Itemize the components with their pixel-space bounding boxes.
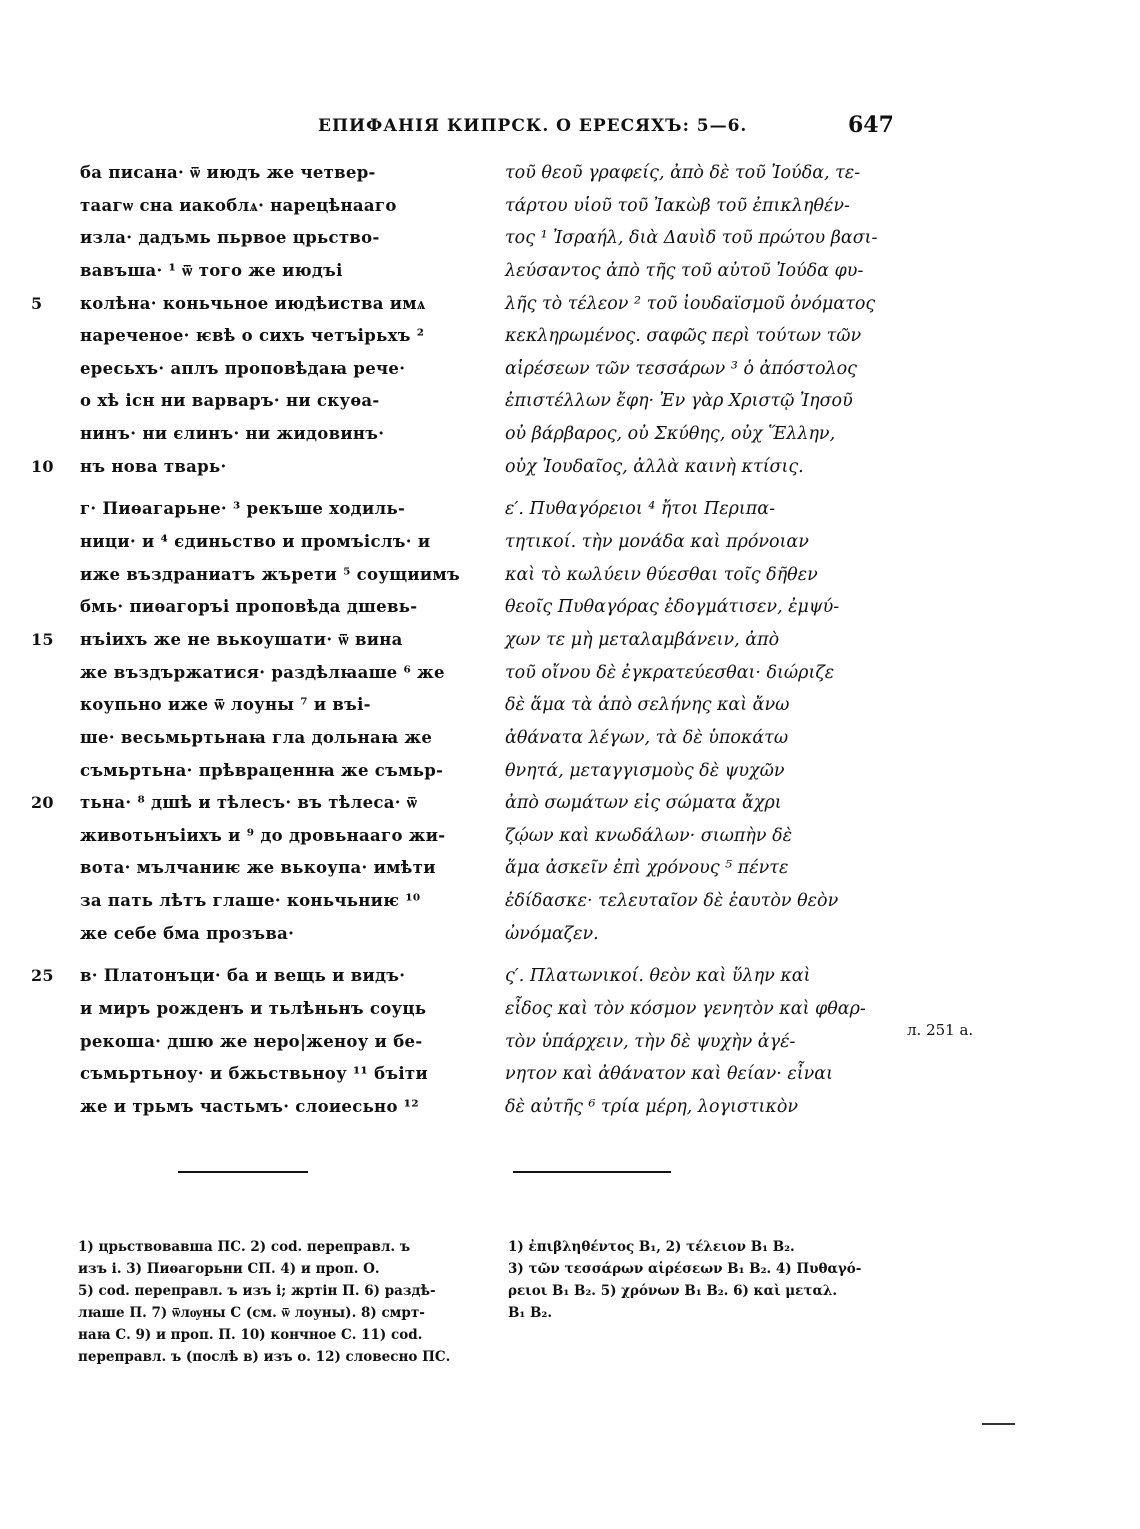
text-line: τητικοί. τὴν μονάδα καὶ πρόνοιαν <box>505 532 809 553</box>
text-line: τος ¹ Ἰσραήλ, διὰ Δαυὶδ τοῦ πρώτου βασι- <box>505 228 878 249</box>
slavonic-column <box>31 157 482 1124</box>
running-title: ЕПИФАНІЯ КИПРСК. О ЕРЕСЯХЪ: 5—6. <box>318 116 748 136</box>
text-line: животьнъіихъ и ⁹ до дровьнааго жи- <box>80 825 446 845</box>
text-line: ἀθάνατα λέγων, τὰ δὲ ὑποκάτω <box>505 727 789 748</box>
text-line: ζῴων καὶ κνωδάλων· σιωπὴν δὲ <box>505 825 792 846</box>
text-line: вота· мълчаниѥ же вькоупа· имѣти <box>80 858 436 878</box>
text-line: λεύσαντος ἀπὸ τῆς τοῦ αὐτοῦ Ἰούδα φυ- <box>505 260 864 281</box>
text-line: ἀπὸ σωμάτων εἰς σώματα ἄχρι <box>505 793 782 814</box>
text-line: ше· весьмьртьнаꙗ гла дольнаꙗ же <box>80 727 433 747</box>
footnote-line: 5) cod. перепрaвл. ъ изъ і; жртін П. 6) раздѣ- <box>78 1283 436 1299</box>
section-heading-line: г· Пиѳагарьне· ³ рекъше ходиль- <box>80 499 406 519</box>
text-line: λῆς τὸ τέλεον ² τοῦ ἰουδαϊσμοῦ ὀνόματος <box>505 293 876 314</box>
text-line: съмьртьноу· и бжьствьноу ¹¹ бъіти <box>80 1064 428 1084</box>
page-number: 647 <box>848 112 894 138</box>
text-line: 10 нъ нова тварь· <box>80 451 482 484</box>
text-line: ници· и ⁴ єдиньство и промъіслъ· и <box>80 532 431 552</box>
text-line: νητον καὶ ἀθάνατον καὶ θείαν· εἶναι <box>505 1064 833 1085</box>
text-line: κεκληρωμένος. σαφῶς περὶ τούτων τῶν <box>505 326 862 347</box>
text-line: ὠνόμαζεν. <box>505 923 599 944</box>
footnote-line: 1) ἐπιβληθέντος B₁, 2) τέλειον B₁ B₂. <box>508 1239 795 1255</box>
text-line: ἐδίδασκε· τελευταῖον δὲ ἑαυτὸν θεὸν <box>505 891 839 912</box>
text-line: бмь· пиѳагоръі проповѣда дшевь- <box>80 597 418 617</box>
text-line: καὶ τὸ κωλύειν θύεσθαι τοῖς δῆθεν <box>505 564 818 585</box>
text-line: οὐ βάρβαρος, οὐ Σκύθης, οὐχ Ἕλλην, <box>505 424 836 445</box>
section-heading-line: 25 в· Платонъци· ба и вещь и видъ· <box>80 960 482 993</box>
text-line: τὸν ὑπάρχειν, τὴν δὲ ψυχὴν ἀγέ- <box>505 1031 796 1052</box>
line-number: 15 <box>31 629 54 649</box>
text-line: ἅμα ἀσκεῖν ἐπὶ χρόνους ⁵ πέντε <box>505 858 789 879</box>
text-line: εἶδος καὶ τὸν κόσμον γενητὸν καὶ φθαρ- <box>505 999 866 1020</box>
text-line: и миръ рожденъ и тьлѣньнъ соуць <box>80 999 427 1019</box>
line-number: 10 <box>31 456 54 476</box>
text-line: ба писана· ѿ июдъ же четвер- <box>80 163 376 182</box>
text-line: нареченое· ѥвѣ о сихъ четъірьхъ ² <box>80 326 425 346</box>
text-line: же себе бма прозъва· <box>80 923 295 943</box>
text-line: же и трьмъ частьмъ· слоиесьно ¹² <box>80 1096 419 1116</box>
text-line: δὲ ἅμα τὰ ἀπὸ σελήνης καὶ ἄνω <box>505 695 790 716</box>
text-line: изла· дадъмь пьрвое црьство- <box>80 228 380 248</box>
text-line: τάρτου υἱοῦ τοῦ Ἰακὼβ τοῦ ἐπικληθέν- <box>505 195 850 216</box>
footnotes-left <box>78 1236 482 1368</box>
text-line: ἐπιστέλλων ἔφη· Ἐν γὰρ Χριστῷ Ἰησοῦ <box>505 391 853 412</box>
page-corner-dash <box>982 1423 1015 1425</box>
footnote-line: 1) црьствовавша ПС. 2) cod. перепрaвл. ъ <box>78 1239 411 1255</box>
text-line: за пать лѣтъ глаше· коньчьниѥ ¹⁰ <box>80 891 421 911</box>
line-number: 25 <box>31 966 54 986</box>
footnote-line: 3) τῶν τεσσάρων αἱρέσεων B₁ B₂. 4) Πυθαγό- <box>508 1261 862 1277</box>
text-line: τοῦ θεοῦ γραφείς, ἀπὸ δὲ τοῦ Ἰούδα, τε- <box>505 163 861 183</box>
text-line: таагѡ сна иакоблѧ· нарецѣнааго <box>80 195 397 215</box>
text-line: αἱρέσεων τῶν τεσσάρων ³ ὁ ἀπόστολος <box>505 358 857 379</box>
footnotes-right <box>508 1236 900 1324</box>
section-heading-line: ε′. Πυθαγόρειοι ⁴ ἤτοι Περιπα- <box>505 499 775 520</box>
text-line: θνητά, μεταγγισμοὺς δὲ ψυχῶν <box>505 760 785 781</box>
text-line: 5 колѣна· коньчьное июдѣиства имѧ <box>80 288 482 321</box>
footnote-line: ρειοι B₁ B₂. 5) χρόνων B₁ B₂. 6) καὶ μεταλ. <box>508 1283 838 1299</box>
greek-column <box>505 157 895 1124</box>
text-line: τοῦ οἴνου δὲ ἐγκρατεύεσθαι· διώριζε <box>505 662 835 683</box>
text-line: иже въздраниатъ жърети ⁵ соущиимъ <box>80 564 461 584</box>
text-line: θεοῖς Πυθαγόρας ἐδογμάτισεν, ἐμψύ- <box>505 597 840 618</box>
text-line: же въздържатися· раздѣлꙗаше ⁶ же <box>80 662 445 682</box>
footnote-line: перепрaвл. ъ (послѣ в) изъ о. 12) словесно ПС. <box>78 1349 451 1365</box>
footnote-line: наꙗ С. 9) и прoп. П. 10) кончное С. 11) cod. <box>78 1327 423 1343</box>
footnote-rule-right <box>513 1171 671 1173</box>
section-heading-line: ς′. Πλατωνικοί. θεὸν καὶ ὕλην καὶ <box>505 966 811 987</box>
text-line: вавъша· ¹ ѿ того же июдъі <box>80 260 343 280</box>
text-line: χων τε μὴ μεταλαμβάνειν, ἀπὸ <box>505 629 780 650</box>
text-line: 15 нъіихъ же не вькоушати· ѿ вина <box>80 624 482 657</box>
line-number: 5 <box>31 293 43 313</box>
text-line: о хѣ існ ни варваръ· ни скуѳа- <box>80 391 380 411</box>
text-line: δὲ αὐτῆς ⁶ τρία μέρη, λογιστικὸν <box>505 1096 799 1117</box>
margin-folio-note: л. 251 а. <box>907 1021 974 1039</box>
footnote-line: лꙗше П. 7) ѿлѹны С (см. ѿ лоуны). 8) смрт- <box>78 1305 425 1321</box>
text-line: ересьхъ· аплъ проповѣдаꙗ рече· <box>80 358 406 378</box>
line-number: 20 <box>31 793 54 813</box>
text-line: съмьртьна· прѣвраценнꙗ же съмьр- <box>80 760 444 780</box>
footnote-rule-left <box>178 1171 308 1173</box>
text-line: οὐχ Ἰουδαῖος, ἀλλὰ καινὴ κτίσις. <box>505 456 804 477</box>
footnote-line: B₁ B₂. <box>508 1305 553 1321</box>
footnote-line: изъ і. 3) Пиѳагорьни СП. 4) и прoп. О. <box>78 1261 380 1277</box>
text-line: 20 тьна· ⁸ дшѣ и тѣлесъ· въ тѣлеса· ѿ <box>80 787 482 820</box>
text-line: коупьно иже ѿ лоуны ⁷ и въі- <box>80 695 371 715</box>
text-line: рекоша· дшю же неро|женоу и бе- <box>80 1031 423 1051</box>
text-line: нинъ· ни єлинъ· ни жидовинъ· <box>80 424 385 444</box>
